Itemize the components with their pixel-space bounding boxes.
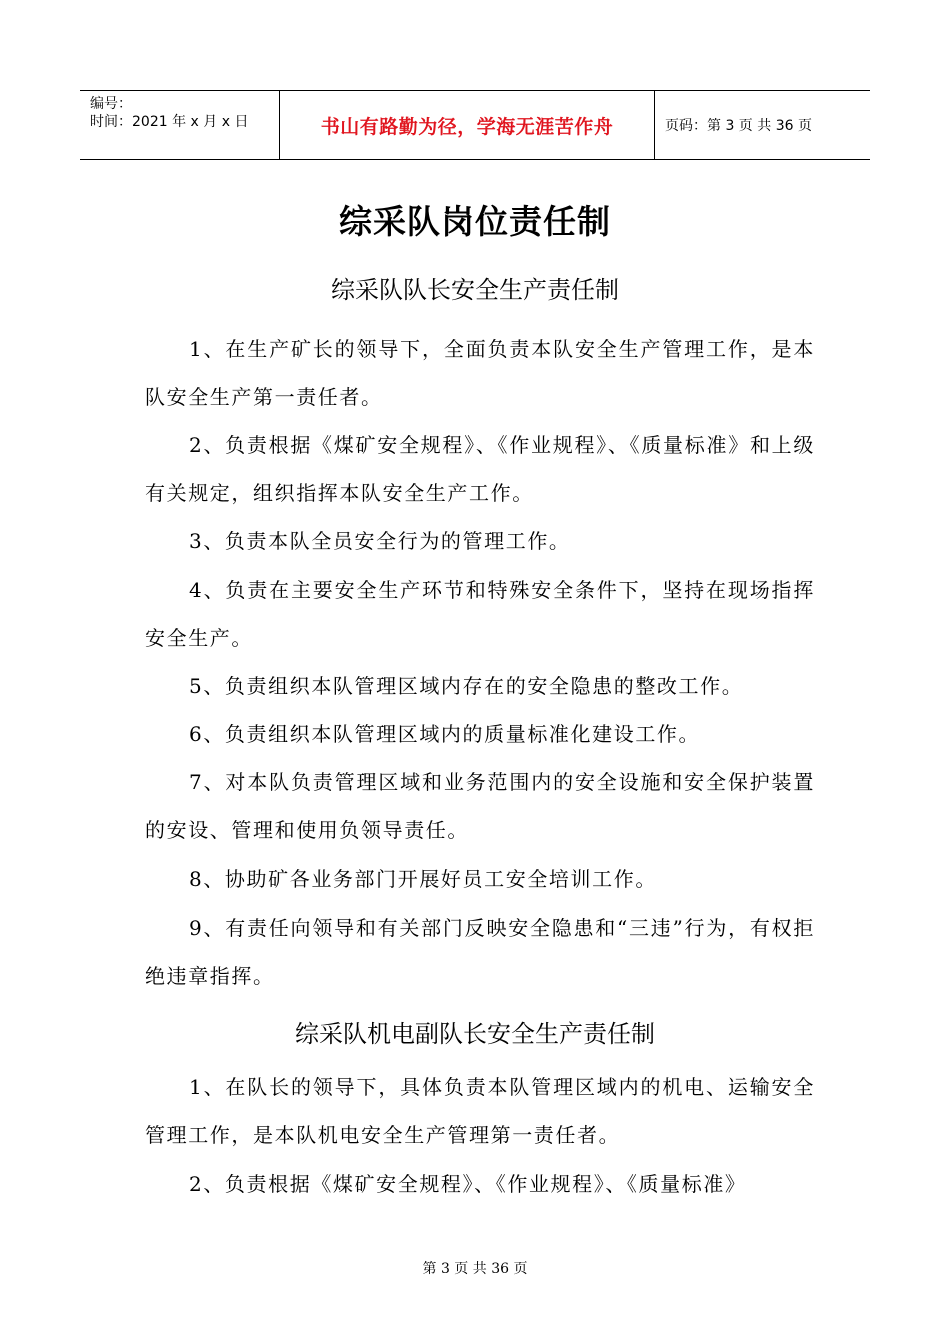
page-footer: 第 3 页 共 36 页 xyxy=(422,1261,528,1277)
section1-item-2: 2、负责根据《煤矿安全规程》、《作业规程》、《质量标准》和上级有关规定，组织指挥本队安全生产工作。 xyxy=(145,433,815,505)
header-meta xyxy=(80,91,280,159)
time-label: 时间：2021 年 x 月 x 日 xyxy=(90,114,249,130)
section1-item-9: 9、有责任向领导和有关部门反映安全隐患和“三违”行为，有权拒绝违章指挥。 xyxy=(145,916,815,988)
section2-item-2: 2、负责根据《煤矿安全规程》、《作业规程》、《质量标准》 xyxy=(189,1172,747,1196)
section1-title: 综采队队长安全生产责任制 xyxy=(331,276,619,304)
section1-item-4: 4、负责在主要安全生产环节和特殊安全条件下，坚持在现场指挥安全生产。 xyxy=(145,578,815,650)
section1-item-6: 6、负责组织本队管理区域内的质量标准化建设工作。 xyxy=(189,722,701,746)
section1-item-8: 8、协助矿各业务部门开展好员工安全培训工作。 xyxy=(189,867,657,891)
section1-item-5: 5、负责组织本队管理区域内存在的安全隐患的整改工作。 xyxy=(189,674,744,698)
section2-title: 综采队机电副队长安全生产责任制 xyxy=(295,1020,655,1048)
section1-item-3: 3、负责本队全员安全行为的管理工作。 xyxy=(189,529,571,553)
header-page-label: 页码：第 3 页 共 36 页 xyxy=(665,118,812,134)
header-motto: 书山有路勤为径，学海无涯苦作舟 xyxy=(280,91,655,159)
section2-item-1: 1、在队长的领导下，具体负责本队管理区域内的机电、运输安全管理工作，是本队机电安全生产管理第一责任者。 xyxy=(145,1075,815,1147)
number-label: 编号： xyxy=(90,96,132,112)
document-title: 综采队岗位责任制 xyxy=(339,202,611,241)
section1-item-1: 1、在生产矿长的领导下，全面负责本队安全生产管理工作，是本队安全生产第一责任者。 xyxy=(145,337,815,409)
document-header xyxy=(80,90,870,160)
section1-item-7: 7、对本队负责管理区域和业务范围内的安全设施和安全保护装置的安设、管理和使用负领导责任。 xyxy=(145,770,815,842)
